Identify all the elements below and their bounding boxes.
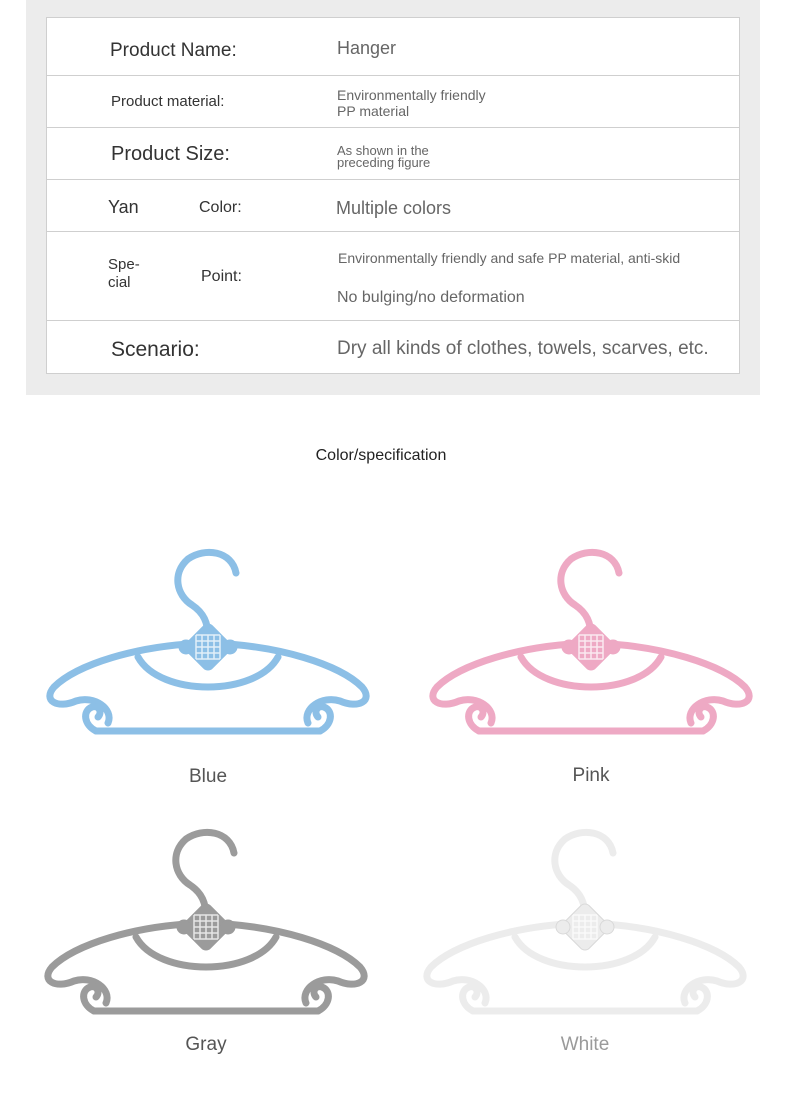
spec-row-scenario bbox=[47, 321, 739, 375]
spec-row-product-name bbox=[47, 18, 739, 76]
variant-gray bbox=[38, 825, 374, 1075]
spec-value-line-2: No bulging/no deformation bbox=[337, 289, 525, 306]
variant-white bbox=[417, 825, 753, 1075]
hanger-icon bbox=[38, 825, 374, 1025]
variant-pink bbox=[423, 545, 759, 795]
spec-row-size bbox=[47, 128, 739, 180]
spec-label: Product Size: bbox=[111, 143, 230, 165]
spec-label: Product Name: bbox=[110, 40, 237, 61]
spec-panel bbox=[26, 0, 760, 395]
spec-row-material bbox=[47, 76, 739, 128]
spec-value-line-1: Environmentally friendly and safe PP material, anti-skid bbox=[338, 250, 681, 266]
spec-value-line-1: As shown in the bbox=[337, 143, 429, 158]
variant-blue bbox=[40, 545, 376, 795]
variant-label: White bbox=[560, 1034, 610, 1055]
hanger-icon bbox=[417, 825, 753, 1025]
variant-label: Pink bbox=[572, 765, 610, 786]
spec-value-line-2: preceding figure bbox=[337, 155, 431, 170]
spec-value: Dry all kinds of clothes, towels, scarves, etc. bbox=[337, 338, 709, 359]
spec-label-b: Color: bbox=[199, 199, 242, 216]
spec-row-special-point bbox=[47, 232, 739, 321]
spec-label-a-line-1: Spe- bbox=[108, 256, 140, 273]
variant-label: Blue bbox=[188, 766, 228, 787]
spec-value-line-1: Environmentally friendly bbox=[337, 87, 486, 103]
section-title: Color/specification bbox=[315, 447, 447, 464]
hanger-icon bbox=[423, 545, 759, 745]
spec-label-a-line-2: cial bbox=[108, 274, 131, 291]
spec-row-color bbox=[47, 180, 739, 232]
spec-label-b: Point: bbox=[201, 268, 242, 285]
spec-value-line-2: PP material bbox=[337, 103, 410, 119]
spec-label: Product material: bbox=[111, 93, 225, 110]
spec-label-a: Yan bbox=[108, 197, 139, 217]
spec-value: Hanger bbox=[337, 38, 397, 58]
spec-label: Scenario: bbox=[111, 338, 200, 361]
spec-value: Multiple colors bbox=[336, 198, 452, 218]
variant-label: Gray bbox=[185, 1034, 227, 1055]
hanger-icon bbox=[40, 545, 376, 745]
spec-table bbox=[46, 17, 740, 374]
